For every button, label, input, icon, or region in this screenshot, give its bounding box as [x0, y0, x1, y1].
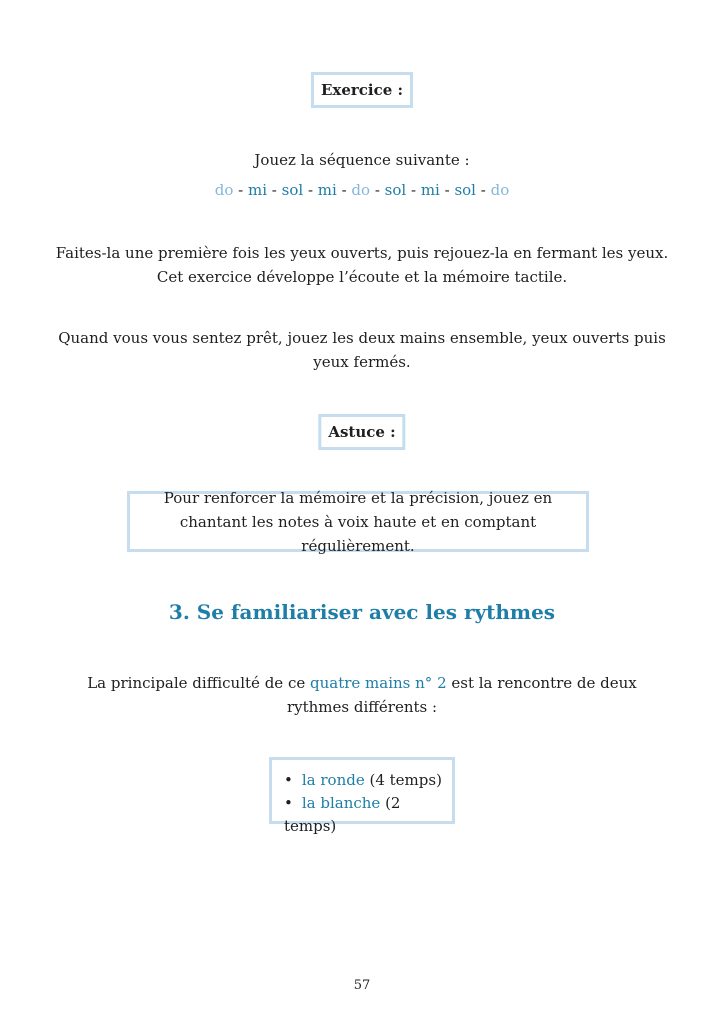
note: do	[351, 181, 371, 199]
rhythm-detail: (2 temps)	[284, 794, 401, 835]
rhythm-name[interactable]: la ronde	[301, 771, 365, 789]
note-separator: -	[336, 181, 352, 199]
rhythm-detail: (4 temps)	[364, 771, 442, 789]
exercise-paragraph-1: Faites-la une première fois les yeux ouverts, puis rejouez-la en fermant les yeux. Cet exercice développe l’écoute et la mémoire tactile.	[55, 244, 669, 286]
note-separator: -	[406, 181, 421, 199]
note: sol	[281, 181, 304, 199]
note-separator: -	[233, 181, 248, 199]
note: mi	[420, 181, 440, 199]
section-heading: 3. Se familiariser avec les rythmes	[168, 600, 556, 624]
note-sequence	[60, 178, 664, 202]
section-text-before: La principale difficulté de ce	[87, 674, 310, 692]
note-separator: -	[303, 181, 318, 199]
list-item	[284, 769, 452, 792]
page-number: 57	[353, 978, 371, 993]
section-text-after: est la rencontre de deux rythmes différents :	[286, 674, 637, 716]
exercise-label: Exercice :	[311, 72, 413, 108]
tip-text: Pour renforcer la mémoire et la précision, jouez en chantant les notes à voix haute et en comptant régulièrement.	[163, 488, 553, 555]
exercise-paragraph-2: Quand vous vous sentez prêt, jouez les deux mains ensemble, yeux ouverts puis yeux fermés.	[58, 329, 666, 371]
note-separator: -	[267, 181, 282, 199]
note: sol	[384, 181, 407, 199]
tip-box	[127, 488, 589, 555]
piece-link[interactable]: quatre mains n° 2	[310, 674, 447, 692]
list-item	[284, 792, 452, 838]
note: do	[490, 181, 510, 199]
tip-label: Astuce :	[318, 414, 405, 450]
section-paragraph	[70, 671, 654, 719]
rhythm-list	[284, 769, 452, 838]
rhythm-name[interactable]: la blanche	[301, 794, 381, 812]
note: mi	[317, 181, 337, 199]
note-separator: -	[370, 181, 385, 199]
note: do	[214, 181, 234, 199]
rhythm-list-box	[269, 757, 455, 835]
exercise-intro: Jouez la séquence suivante :	[254, 151, 470, 169]
note-separator: -	[475, 181, 491, 199]
note-separator: -	[439, 181, 455, 199]
note: mi	[248, 181, 268, 199]
note: sol	[454, 181, 476, 199]
